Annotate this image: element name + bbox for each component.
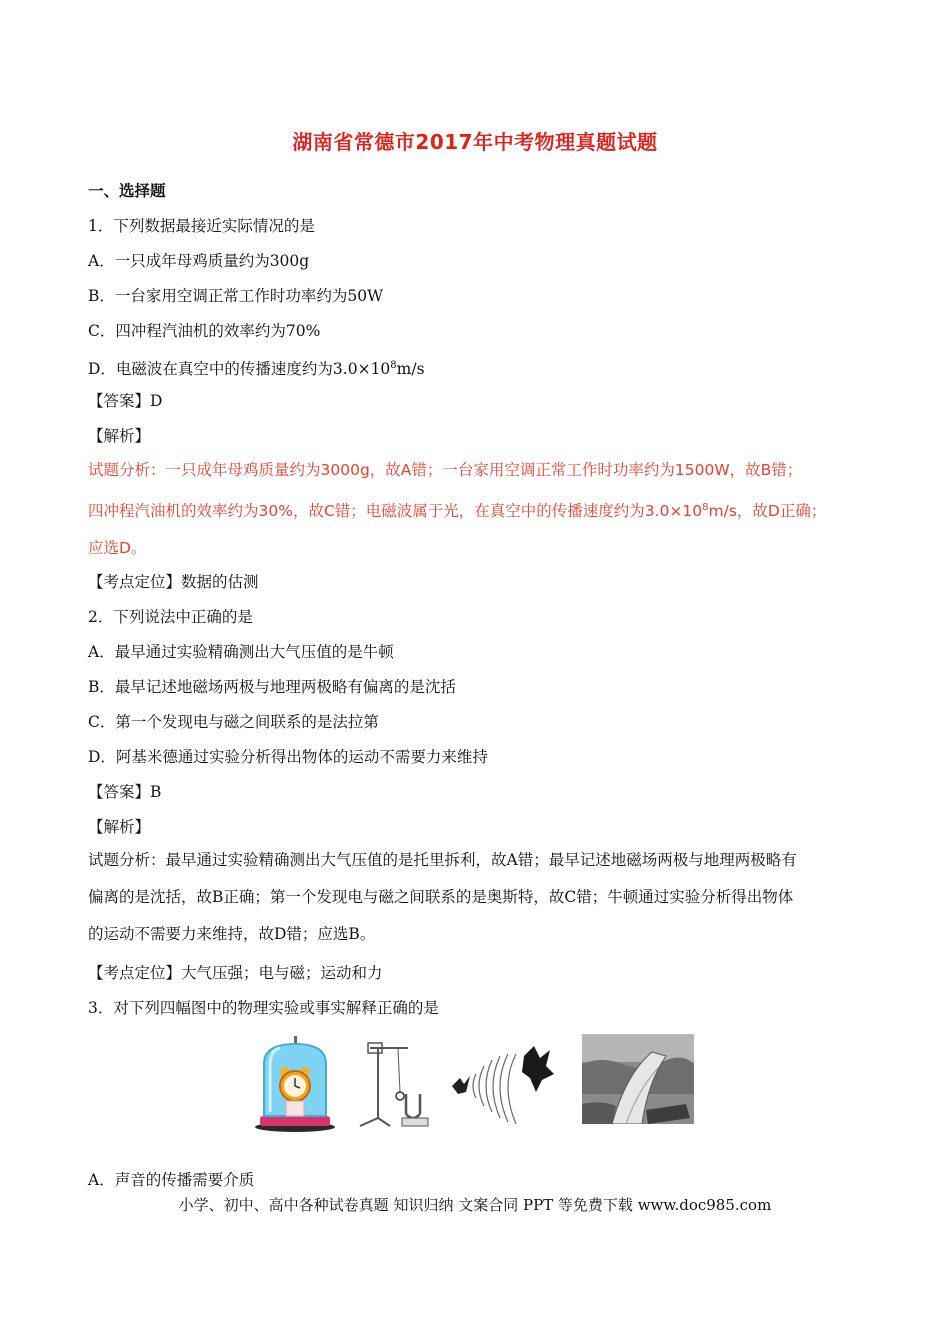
q1-stem: 1．下列数据最接近实际情况的是 bbox=[88, 217, 315, 235]
q2-analysis-line-1: 试题分析：最早通过实验精确测出大气压值的是托里拆利，故A错；最早记述地磁场两极与地理两极略有 bbox=[88, 851, 797, 869]
q1-option-d-text: D．电磁波在真空中的传播速度约为3.0×10 bbox=[88, 360, 391, 379]
q1-analysis-line-2 bbox=[88, 489, 878, 530]
q3-option-a: A．声音的传播需要介质 bbox=[88, 1171, 255, 1189]
q2-option-b: B．最早记述地磁场两极与地理两极略有偏离的是沈括 bbox=[88, 678, 456, 696]
q2-option-a: A．最早通过实验精确测出大气压值的是牛顿 bbox=[88, 643, 394, 661]
q1-analysis-line-2-text: 四冲程汽油机的效率约为30%，故C错；电磁波属于光，在真空中的传播速度约为3.0×10 bbox=[88, 502, 703, 521]
q1-analysis-exponent: 8 bbox=[702, 502, 709, 513]
q3-figures bbox=[250, 1034, 700, 1134]
q1-option-b: B．一台家用空调正常工作时功率约为50W bbox=[88, 287, 384, 305]
q1-option-c: C．四冲程汽油机的效率约为70% bbox=[88, 322, 321, 340]
q1-answer: 【答案】D bbox=[88, 392, 163, 410]
q2-kaodian: 【考点定位】大气压强；电与磁；运动和力 bbox=[88, 964, 383, 982]
q1-analysis bbox=[88, 452, 878, 567]
q1-analysis-label: 【解析】 bbox=[88, 427, 151, 445]
q2-answer: 【答案】B bbox=[88, 783, 162, 801]
q2-analysis-line-3: 的运动不需要力来维持，故D错；应选B。 bbox=[88, 925, 376, 943]
q1-analysis-line-1: 试题分析：一只成年母鸡质量约为3000g，故A错；一台家用空调正常工作时功率约为1500W，故B错； bbox=[88, 461, 803, 479]
bell-jar-figure bbox=[250, 1034, 340, 1134]
bat-echolocation-figure bbox=[450, 1034, 560, 1134]
q1-option-d-unit: m/s bbox=[396, 360, 425, 379]
page-title: 湖南省常德市2017年中考物理真题试题 bbox=[292, 130, 658, 154]
section-heading: 一、选择题 bbox=[88, 182, 166, 200]
q1-option-d bbox=[88, 356, 425, 379]
q1-analysis-line-2-unit: m/s，故D正确； bbox=[708, 502, 827, 521]
q2-analysis bbox=[88, 842, 878, 953]
page-footer: 小学、初中、高中各种试卷真题 知识归纳 文案合同 PPT 等免费下载 www.doc985.com bbox=[178, 1196, 772, 1214]
q2-stem: 2．下列说法中正确的是 bbox=[88, 608, 253, 626]
tuning-fork-figure bbox=[350, 1034, 440, 1134]
noise-barrier-figure bbox=[582, 1034, 694, 1124]
q1-option-a: A．一只成年母鸡质量约为300g bbox=[88, 252, 310, 270]
q2-option-d: D．阿基米德通过实验分析得出物体的运动不需要力来维持 bbox=[88, 748, 488, 766]
q1-kaodian: 【考点定位】数据的估测 bbox=[88, 573, 259, 591]
q2-analysis-line-2: 偏离的是沈括，故B正确；第一个发现电与磁之间联系的是奥斯特，故C错；牛顿通过实验分析得出物体 bbox=[88, 888, 794, 906]
q2-analysis-label: 【解析】 bbox=[88, 818, 151, 836]
q2-option-c: C．第一个发现电与磁之间联系的是法拉第 bbox=[88, 713, 379, 731]
q3-stem: 3．对下列四幅图中的物理实验或事实解释正确的是 bbox=[88, 999, 439, 1017]
q1-analysis-line-3: 应选D。 bbox=[88, 539, 147, 558]
q1-option-d-exponent: 8 bbox=[390, 360, 397, 371]
